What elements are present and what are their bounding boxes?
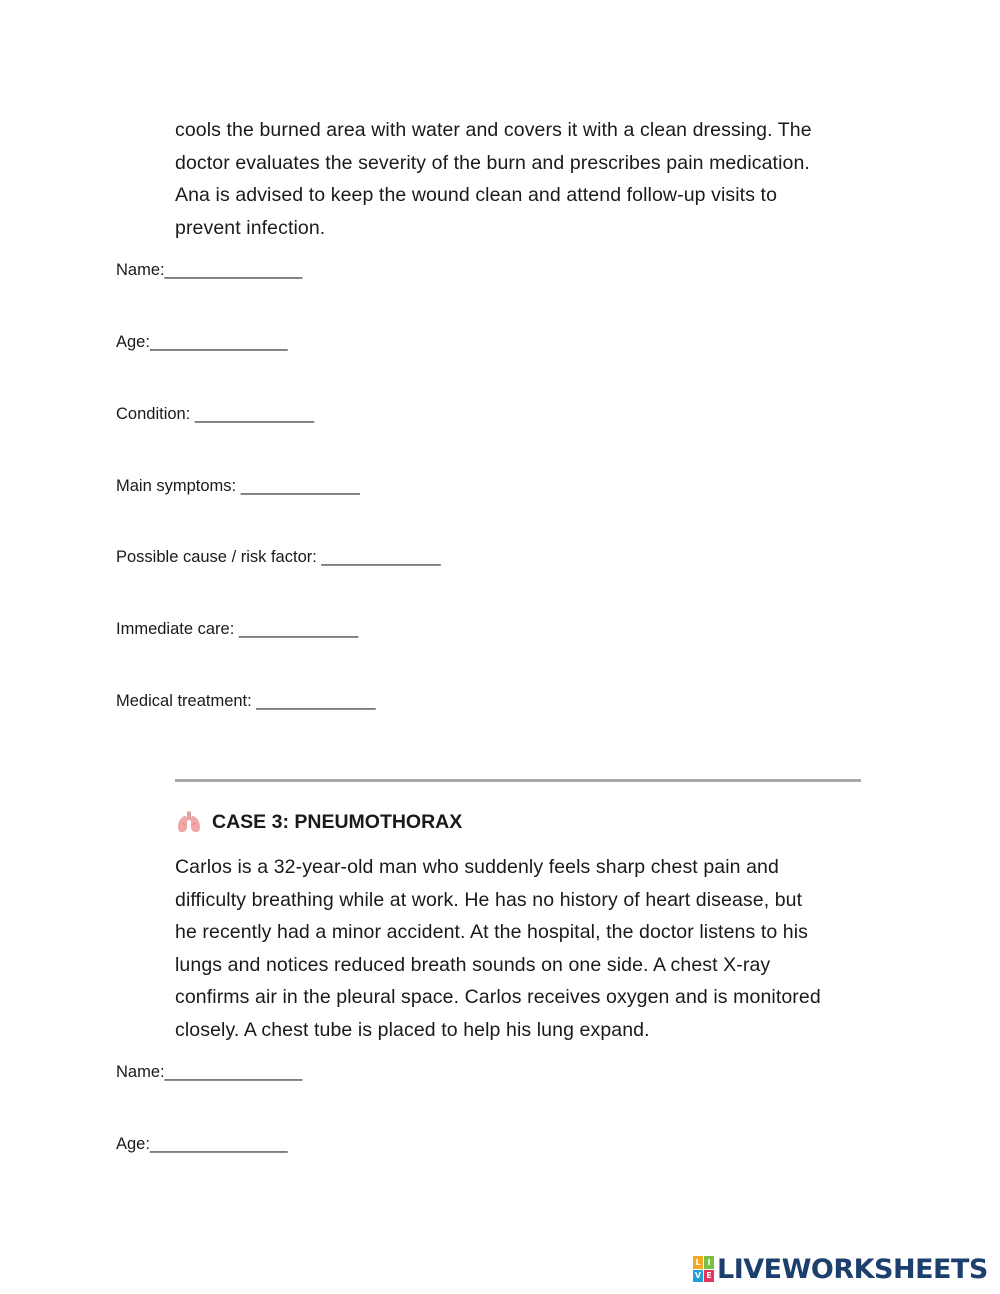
paragraph-line: difficulty breathing while at work. He has no history of heart disease, but [175, 888, 803, 911]
logo-badge [693, 1256, 714, 1282]
case2-age-field[interactable]: Age:_______________ [116, 333, 288, 351]
case2-main-symptoms-field[interactable]: Main symptoms: _____________ [116, 477, 360, 495]
liveworksheets-logo [693, 1254, 988, 1284]
case2-immediate-care-field[interactable]: Immediate care: _____________ [116, 620, 359, 638]
case3-heading [176, 808, 462, 836]
logo-badge-letter: I [704, 1256, 714, 1269]
paragraph-line: cools the burned area with water and covers it with a clean dressing. The [175, 119, 812, 141]
lungs-icon [176, 810, 202, 834]
case3-age-field[interactable]: Age:_______________ [116, 1135, 288, 1153]
paragraph-line: confirms air in the pleural space. Carlos receives oxygen and is monitored [175, 986, 821, 1008]
case2-possible-cause-field[interactable]: Possible cause / risk factor: _____________ [116, 548, 441, 566]
case2-medical-treatment-field[interactable]: Medical treatment: _____________ [116, 692, 376, 710]
case2-condition-field[interactable]: Condition: _____________ [116, 405, 315, 423]
case3-paragraph [175, 851, 865, 1046]
case2-paragraph [175, 114, 865, 244]
case3-title: CASE 3: PNEUMOTHORAX [212, 810, 463, 833]
paragraph-line: Ana is advised to keep the wound clean and attend follow-up visits to [175, 184, 778, 206]
paragraph-line: he recently had a minor accident. At the hospital, the doctor listens to his [175, 921, 809, 943]
paragraph-line: prevent infection. [175, 216, 326, 239]
paragraph-line: lungs and notices reduced breath sounds on one side. A chest X-ray [175, 953, 771, 976]
section-divider [175, 779, 861, 782]
logo-text: LIVEWORKSHEETS [717, 1253, 988, 1285]
paragraph-line: Carlos is a 32-year-old man who suddenly feels sharp chest pain and [175, 856, 779, 878]
logo-badge-letter: E [704, 1270, 714, 1283]
logo-badge-letter: V [694, 1271, 702, 1281]
case2-name-field[interactable]: Name:_______________ [116, 261, 303, 279]
case3-name-field[interactable]: Name:_______________ [116, 1063, 303, 1081]
paragraph-line: doctor evaluates the severity of the burn and prescribes pain medication. [175, 151, 810, 174]
logo-badge-letter: L [693, 1256, 703, 1269]
paragraph-line: closely. A chest tube is placed to help his lung expand. [175, 1018, 650, 1041]
